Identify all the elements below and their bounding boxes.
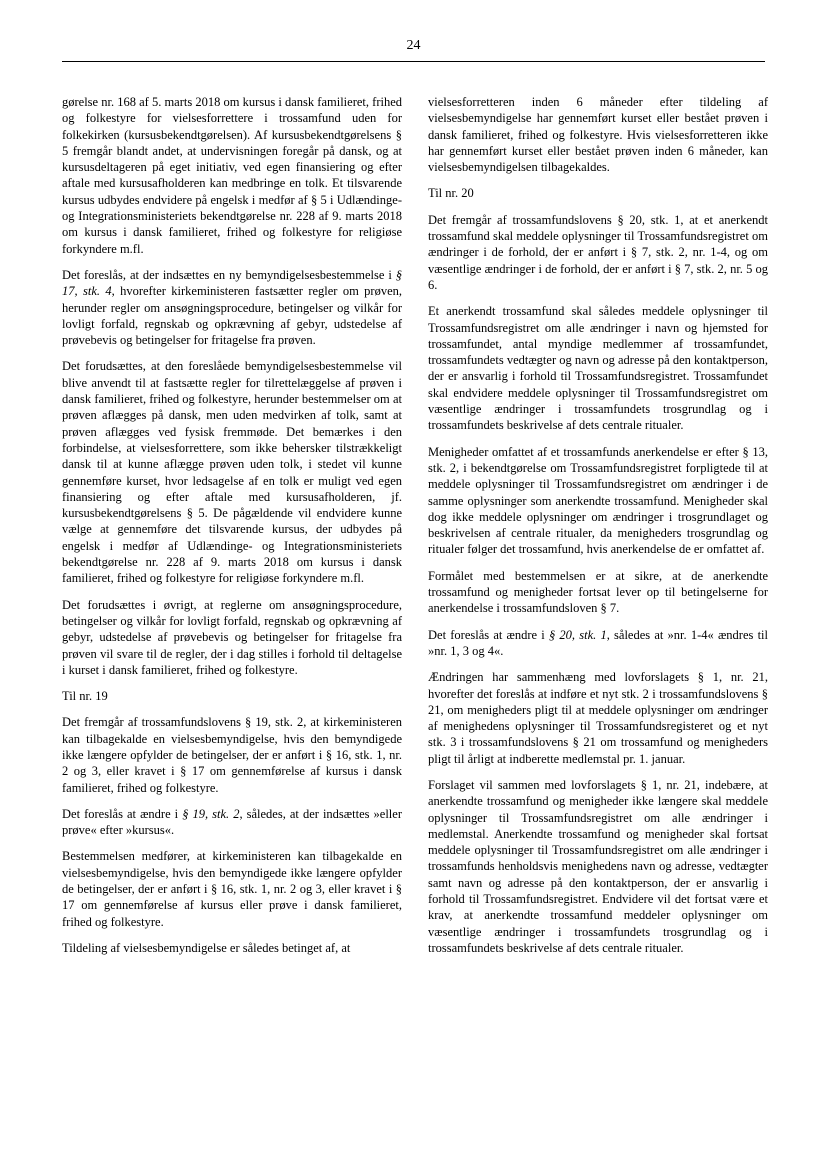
section-heading: Til nr. 20 [428, 186, 474, 201]
left-column [62, 94, 402, 966]
text-run: , således at »nr. 1-4« ændres til »nr. 1, 3 og 4«. [428, 627, 769, 658]
paragraph [62, 267, 402, 348]
section-heading: Til nr. 19 [62, 689, 108, 704]
text-run: Det foreslås at ændre i [428, 627, 549, 642]
section-reference: § 19, stk. 2 [182, 806, 240, 821]
paragraph: Tildeling af vielsesbemyndigelse er således betinget af, at [62, 940, 351, 955]
paragraph: Forslaget vil sammen med lovforslagets § 1, nr. 21, indebære, at anerkendte trossamfund og menigheder ikke længere skal meddele oplysninger til Trossamfundsregistret om alle ændringer i medlemstal. Anerkendte trossamfund og menigheder skal fortsat meddele oplysninger til Trossamfundsregistret om alle ændringer i trossamfunds henholdsvis menighedens navn og adresse, vedtægter samt navn og adresse på den kontaktperson, der er ansvarlig i forhold til Trossamfundsregistret. Endvidere vil det fortsat være et krav, at anerkendte trossamfund meddeler oplysninger om væsentlige ændringer i trossamfundets trosgrundlag og i trossamfundets beskrivelse af dets centrale ritualer. [428, 777, 768, 955]
paragraph: Det fremgår af trossamfundslovens § 19, stk. 2, at kirkeministeren kan tilbagekalde en vielsesbemyndigelse, hvis den bemyndigede ikke længere opfylder de betingelser, der er anført i § 16, stk. 1, nr. 2 og 3, eller kravet i § 17 om gennemførelse af kursus i dansk familieret, frihed og folkestyre. [62, 715, 402, 795]
paragraph: Det forudsættes i øvrigt, at reglerne om ansøgningsprocedure, betingelser og vilkår for lovligt forfald, regnskab og opkrævning af gebyr, udstedelse af prøvebevis og betingelser for fritagelse fra prøven vil svare til de regler, der i dag stilles i forhold til deltagelse i kurset i dansk familieret, frihed og folkestyre. [62, 597, 402, 677]
right-column [428, 94, 768, 966]
section-reference: § 20, stk. 1 [548, 627, 607, 642]
text-run: , således, at der indsættes »eller prøve« efter »kursus«. [62, 806, 402, 838]
paragraph: Bestemmelsen medfører, at kirkeministeren kan tilbagekalde en vielsesbemyndigelse, hvis den bemyndigede ikke længere opfylder de betingelser, der er anført i § 16, stk. 1, nr. 2 og 3, eller kravet i § 17 om gennemførelse af kursus eller prøve i dansk familieret, frihed og folkestyre. [62, 849, 402, 929]
text-run: , hvorefter kirkeministeren fastsætter regler om prøven, herunder regler om ansøgningsprocedure, betingelser og vilkår for lovligt forfald, regnskab og opkrævning af gebyr, udstedelse af prøvebevis og betingelser for fritagelse fra prøven. [62, 284, 402, 348]
text-run: Det foreslås, at der indsættes en ny bemyndigelsesbestemmelse i [62, 267, 396, 282]
paragraph: vielsesforretteren inden 6 måneder efter tildeling af vielsesbemyndigelse har gennemført kurset eller bestået prøven i dansk familieret, frihed og folkestyre. Hvis vielsesforretteren ikke har gennemført kurset eller bestået prøven inden 6 måneder, kan vielsesbemyndigelsen tilbagekaldes. [428, 95, 768, 175]
paragraph: Ændringen har sammenhæng med lovforslagets § 1, nr. 21, hvorefter det foreslås at indføre et nyt stk. 2 i trossamfundslovens § 21, om menigheders pligt til at meddele oplysninger om ændringer af menighedens oplysninger til Trossamfundsregisteret og et nyt stk. 3 i trossamfundslovens § 21 om trossamfund og menigheders pligt til årligt at indberette medlemstal pr. 1. januar. [428, 670, 768, 766]
paragraph: Menigheder omfattet af et trossamfunds anerkendelse er efter § 13, stk. 2, i bekendtgørelse om Trossamfundsregistret forpligtede til at meddele oplysninger til Trossamfundsregistret om ændringer i de samme oplysninger som anerkendte trossamfund. Menigheder skal dog ikke meddele oplysninger om ændringer i trosgrundlaget og beskrivelsen af centrale ritualer, da menigheders trosgrundlag og ritualer følger det trossamfund, hvis anerkendelse de er omfattet af. [428, 444, 768, 557]
paragraph: gørelse nr. 168 af 5. marts 2018 om kursus i dansk familieret, frihed og folkestyre for vielsesforrettere i trossamfund uden for folkekirken (kursusbekendtgørelsen). Af kursusbekendtgørelsens § 5 fremgår blandt andet, at undervisningen foregår på dansk, og at kursusdeltageren på eget initiativ, ved egen finansiering og efter aftale med kursusafholderen kan medbringe en tolk. Et tilsvarende kursus udbydes endvidere på engelsk i medfør af § 5 i Udlændinge- og Integrationsministeriets bekendtgørelse nr. 228 af 9. marts 2018 om kursus i dansk familieret, frihed og folkestyre for religiøse forkyndere m.fl. [62, 95, 402, 256]
paragraph: Et anerkendt trossamfund skal således meddele oplysninger til Trossamfundsregistret om alle ændringer i navn og hjemsted for trossamfundet, antal myndige medlemmer af trossamfundet, trossamfundets vedtægter og navn og adresse på den kontaktperson, der er ansvarlig i forhold til Trossamfundsregistret. Trossamfundet skal endvidere meddele oplysninger til Trossamfundsregistret om væsentlige ændringer i trossamfundets trosgrundlag og i trossamfundets beskrivelse af dets centrale ritualer. [428, 304, 768, 433]
page-number: 24 [406, 38, 421, 53]
paragraph: Formålet med bestemmelsen er at sikre, at de anerkendte trossamfund og menigheder fortsat lever op til betingelserne for anerkendelse i trossamfundsloven § 7. [428, 568, 768, 616]
paragraph [428, 627, 768, 660]
text-run: Det foreslås at ændre i [62, 806, 183, 821]
section-reference: § 17, stk. 4 [62, 267, 402, 299]
paragraph: Det forudsættes, at den foreslåede bemyndigelsesbestemmelse vil blive anvendt til at fastsætte regler for tilrettelæggelse af prøven i dansk familieret, frihed og folkestyre, herunder bestemmelser om at prøven aflægges på dansk, men uden medvirken af tolk, samt at prøven aflægges ved fysisk fremmøde. Det bemærkes i den forbindelse, at vielsesforrettere, som ikke behersker tilstrækkeligt dansk til at kunne aflægge prøven uden tolk, i stedet vil kunne gennemføre kurset, hvor ledsagelse af en tolk er muligt ved egen finansiering og efter aftale med kursusafholderen, jf. kursusbekendtgørelsens § 5. De pågældende vil endvidere kunne vælge at gennemføre det tilsvarende kursus, der udbydes på engelsk i medfør af Udlændinge- og Integrationsministeriets bekendtgørelse nr. 228 af 9. marts 2018 om kursus i dansk familieret, frihed og folkestyre for religiøse forkyndere m.fl. [62, 359, 402, 586]
paragraph: Det fremgår af trossamfundslovens § 20, stk. 1, at et anerkendt trossamfund skal meddele oplysninger til Trossamfundsregistret om ændringer i de forhold, der er anført i § 7, stk. 2, nr. 1-4, og om væsentlige ændringer i de forhold, der er anført i § 7, stk. 2, nr. 5 og 6. [428, 212, 768, 292]
header-rule [62, 61, 765, 62]
paragraph [62, 806, 402, 839]
